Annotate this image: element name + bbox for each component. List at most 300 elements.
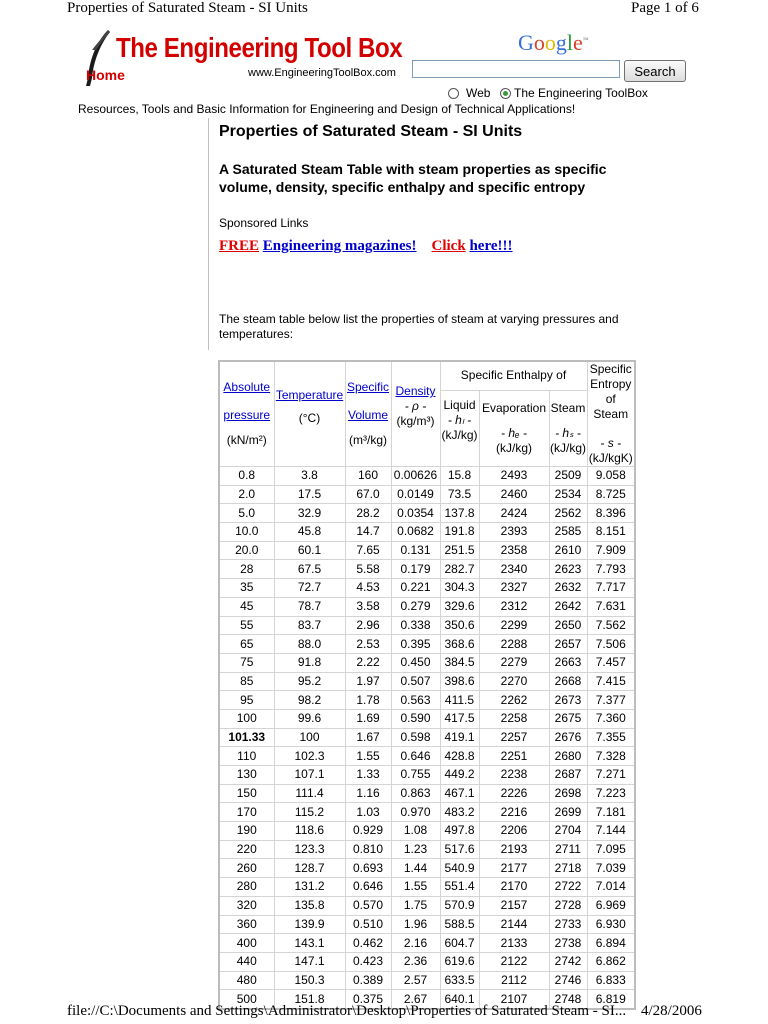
header-temperature-unit: (°C) xyxy=(298,410,321,425)
cell-entropy: 7.223 xyxy=(587,784,635,803)
cell-steam: 2711 xyxy=(549,840,587,859)
cell-temperature: 17.5 xyxy=(274,485,345,504)
cell-temperature: 107.1 xyxy=(274,766,345,785)
home-link[interactable]: Home xyxy=(86,67,125,83)
cell-volume: 1.97 xyxy=(345,672,391,691)
cell-evaporation: 2393 xyxy=(479,523,549,542)
cell-liquid: 483.2 xyxy=(440,803,479,822)
cell-entropy: 6.930 xyxy=(587,915,635,934)
header-density-link[interactable]: Density xyxy=(395,384,436,398)
radio-engineering-toolbox[interactable] xyxy=(500,88,511,99)
cell-density: 0.221 xyxy=(391,579,440,598)
cell-liquid: 633.5 xyxy=(440,971,479,990)
header-temperature xyxy=(274,361,345,467)
cell-temperature: 32.9 xyxy=(274,504,345,523)
cell-temperature: 60.1 xyxy=(274,541,345,560)
cell-density: 0.00626 xyxy=(391,467,440,486)
cell-liquid: 449.2 xyxy=(440,766,479,785)
cell-volume: 4.53 xyxy=(345,579,391,598)
cell-pressure: 85 xyxy=(219,672,274,691)
header-evaporation-label: Evaporation xyxy=(481,400,547,415)
header-density-unit: (kg/m³) xyxy=(396,414,435,428)
cell-evaporation: 2170 xyxy=(479,878,549,897)
cell-pressure: 20.0 xyxy=(219,541,274,560)
table-row xyxy=(219,504,635,523)
cell-evaporation: 2206 xyxy=(479,822,549,841)
cell-density: 0.863 xyxy=(391,784,440,803)
cell-density: 1.08 xyxy=(391,822,440,841)
header-entropy-symbol: - s - xyxy=(600,436,622,450)
cell-pressure: 55 xyxy=(219,616,274,635)
page-subtitle: A Saturated Steam Table with steam properties as specific volume, density, specific enthalpy and specific entropy xyxy=(219,161,607,195)
cell-density: 2.67 xyxy=(391,990,440,1009)
cell-steam: 2509 xyxy=(549,467,587,486)
cell-volume: 1.78 xyxy=(345,691,391,710)
cell-liquid: 517.6 xyxy=(440,840,479,859)
cell-temperature: 139.9 xyxy=(274,915,345,934)
table-row xyxy=(219,747,635,766)
cell-entropy: 6.819 xyxy=(587,990,635,1009)
table-row xyxy=(219,878,635,897)
cell-steam: 2657 xyxy=(549,635,587,654)
cell-liquid: 419.1 xyxy=(440,728,479,747)
cell-steam: 2534 xyxy=(549,485,587,504)
cell-pressure: 75 xyxy=(219,653,274,672)
cell-volume: 1.16 xyxy=(345,784,391,803)
cell-density: 0.0682 xyxy=(391,523,440,542)
cell-volume: 1.55 xyxy=(345,747,391,766)
cell-steam: 2699 xyxy=(549,803,587,822)
cell-steam: 2676 xyxy=(549,728,587,747)
radio-web[interactable] xyxy=(448,88,459,99)
cell-liquid: 570.9 xyxy=(440,896,479,915)
header-evaporation-unit: (kJ/kg) xyxy=(496,440,532,455)
cell-entropy: 7.377 xyxy=(587,691,635,710)
radio-engineering-toolbox-label: The Engineering ToolBox xyxy=(514,86,648,100)
header-density-symbol: - ρ - xyxy=(404,399,427,413)
cell-evaporation: 2257 xyxy=(479,728,549,747)
cell-temperature: 131.2 xyxy=(274,878,345,897)
cell-steam: 2704 xyxy=(549,822,587,841)
header-entropy-line2: Entropy xyxy=(590,377,632,391)
cell-liquid: 619.6 xyxy=(440,952,479,971)
cell-density: 1.96 xyxy=(391,915,440,934)
cell-volume: 0.510 xyxy=(345,915,391,934)
cell-volume: 14.7 xyxy=(345,523,391,542)
cell-temperature: 91.8 xyxy=(274,653,345,672)
radio-web-label: Web xyxy=(466,86,491,100)
cell-steam: 2673 xyxy=(549,691,587,710)
cell-pressure: 440 xyxy=(219,952,274,971)
cell-volume: 67.0 xyxy=(345,485,391,504)
sponsored-links-label: Sponsored Links xyxy=(219,216,309,230)
cell-steam: 2610 xyxy=(549,541,587,560)
header-pressure-link-2[interactable]: pressure xyxy=(223,408,271,422)
table-row xyxy=(219,803,635,822)
cell-volume: 5.58 xyxy=(345,560,391,579)
cell-pressure: 280 xyxy=(219,878,274,897)
site-tagline: Resources, Tools and Basic Information for Engineering and Design of Technical Applications! xyxy=(78,102,576,116)
header-density xyxy=(391,361,440,467)
cell-temperature: 67.5 xyxy=(274,560,345,579)
table-row xyxy=(219,672,635,691)
cell-liquid: 251.5 xyxy=(440,541,479,560)
cell-entropy: 7.144 xyxy=(587,822,635,841)
cell-entropy: 6.833 xyxy=(587,971,635,990)
header-entropy-line3: of Steam xyxy=(593,392,629,421)
cell-steam: 2698 xyxy=(549,784,587,803)
ad-click-link[interactable]: Click xyxy=(431,238,466,254)
cell-pressure: 65 xyxy=(219,635,274,654)
header-enthalpy-group: Specific Enthalpy of xyxy=(440,361,587,390)
cell-temperature: 150.3 xyxy=(274,971,345,990)
table-row xyxy=(219,616,635,635)
header-evaporation xyxy=(479,390,549,466)
search-input[interactable] xyxy=(412,60,620,78)
search-button[interactable]: Search xyxy=(624,60,686,82)
cell-density: 0.0354 xyxy=(391,504,440,523)
table-row xyxy=(219,541,635,560)
cell-density: 0.590 xyxy=(391,709,440,728)
cell-density: 1.23 xyxy=(391,840,440,859)
cell-steam: 2642 xyxy=(549,597,587,616)
cell-density: 0.755 xyxy=(391,766,440,785)
cell-entropy: 7.328 xyxy=(587,747,635,766)
cell-volume: 160 xyxy=(345,467,391,486)
header-steam-unit: (kJ/kg) xyxy=(550,440,586,455)
intro-paragraph: The steam table below list the properties of steam at varying pressures and temperatures: xyxy=(219,312,619,341)
cell-temperature: 78.7 xyxy=(274,597,345,616)
cell-evaporation: 2133 xyxy=(479,934,549,953)
cell-temperature: 128.7 xyxy=(274,859,345,878)
google-logo: Google™ xyxy=(518,30,589,55)
cell-entropy: 7.793 xyxy=(587,560,635,579)
cell-steam: 2650 xyxy=(549,616,587,635)
table-row xyxy=(219,691,635,710)
ad-banner xyxy=(219,238,512,255)
table-row xyxy=(219,934,635,953)
header-evaporation-symbol: - hₑ - xyxy=(501,425,527,440)
header-liquid-unit: (kJ/kg) xyxy=(441,428,478,443)
cell-entropy: 9.058 xyxy=(587,467,635,486)
cell-volume: 0.929 xyxy=(345,822,391,841)
cell-temperature: 98.2 xyxy=(274,691,345,710)
cell-density: 0.563 xyxy=(391,691,440,710)
cell-temperature: 135.8 xyxy=(274,896,345,915)
header-liquid-symbol: - hₗ - xyxy=(447,413,472,428)
cell-entropy: 7.909 xyxy=(587,541,635,560)
cell-temperature: 111.4 xyxy=(274,784,345,803)
cell-steam: 2687 xyxy=(549,766,587,785)
table-row xyxy=(219,728,635,747)
cell-evaporation: 2312 xyxy=(479,597,549,616)
cell-liquid: 137.8 xyxy=(440,504,479,523)
cell-volume: 0.810 xyxy=(345,840,391,859)
cell-evaporation: 2279 xyxy=(479,653,549,672)
cell-pressure: 2.0 xyxy=(219,485,274,504)
header-volume-link-1[interactable]: Specific xyxy=(346,380,390,394)
header-pressure-unit: (kN/m²) xyxy=(226,433,267,447)
header-volume-link-2[interactable]: Volume xyxy=(347,408,389,422)
cell-steam: 2733 xyxy=(549,915,587,934)
cell-temperature: 88.0 xyxy=(274,635,345,654)
cell-evaporation: 2327 xyxy=(479,579,549,598)
table-row xyxy=(219,523,635,542)
header-temperature-link[interactable]: Temperature xyxy=(275,387,344,402)
cell-steam: 2585 xyxy=(549,523,587,542)
header-liquid xyxy=(440,390,479,466)
cell-liquid: 398.6 xyxy=(440,672,479,691)
cell-liquid: 368.6 xyxy=(440,635,479,654)
cell-entropy: 7.360 xyxy=(587,709,635,728)
cell-pressure: 0.8 xyxy=(219,467,274,486)
cell-liquid: 73.5 xyxy=(440,485,479,504)
cell-volume: 0.375 xyxy=(345,990,391,1009)
cell-steam: 2680 xyxy=(549,747,587,766)
cell-entropy: 7.717 xyxy=(587,579,635,598)
cell-evaporation: 2177 xyxy=(479,859,549,878)
header-entropy-unit: (kJ/kgK) xyxy=(588,451,633,465)
cell-temperature: 72.7 xyxy=(274,579,345,598)
cell-density: 0.338 xyxy=(391,616,440,635)
cell-steam: 2728 xyxy=(549,896,587,915)
cell-steam: 2738 xyxy=(549,934,587,953)
site-logo-title: The Engineering Tool Box xyxy=(116,32,403,63)
cell-entropy: 6.862 xyxy=(587,952,635,971)
cell-entropy: 7.271 xyxy=(587,766,635,785)
cell-liquid: 588.5 xyxy=(440,915,479,934)
cell-temperature: 100 xyxy=(274,728,345,747)
cell-pressure: 110 xyxy=(219,747,274,766)
cell-steam: 2623 xyxy=(549,560,587,579)
header-liquid-label: Liquid xyxy=(443,398,476,413)
cell-pressure: 28 xyxy=(219,560,274,579)
cell-volume: 0.389 xyxy=(345,971,391,990)
header-entropy xyxy=(587,361,635,467)
cell-volume: 0.693 xyxy=(345,859,391,878)
cell-liquid: 497.8 xyxy=(440,822,479,841)
cell-pressure: 400 xyxy=(219,934,274,953)
cell-volume: 0.646 xyxy=(345,878,391,897)
print-footer-path: file://C:\Documents and Settings\Administrator\Desktop\Properties of Saturated Steam - SI... xyxy=(67,1003,627,1019)
cell-evaporation: 2493 xyxy=(479,467,549,486)
cell-pressure: 360 xyxy=(219,915,274,934)
cell-volume: 2.96 xyxy=(345,616,391,635)
cell-temperature: 143.1 xyxy=(274,934,345,953)
cell-pressure: 480 xyxy=(219,971,274,990)
header-volume-unit: (m³/kg) xyxy=(349,433,387,447)
steam-table-body xyxy=(219,467,635,1009)
cell-density: 1.44 xyxy=(391,859,440,878)
cell-liquid: 350.6 xyxy=(440,616,479,635)
cell-density: 0.970 xyxy=(391,803,440,822)
cell-density: 1.55 xyxy=(391,878,440,897)
cell-density: 0.279 xyxy=(391,597,440,616)
cell-entropy: 7.355 xyxy=(587,728,635,747)
cell-volume: 0.423 xyxy=(345,952,391,971)
cell-volume: 7.65 xyxy=(345,541,391,560)
cell-density: 2.16 xyxy=(391,934,440,953)
page-title: Properties of Saturated Steam - SI Units xyxy=(219,123,523,140)
cell-evaporation: 2258 xyxy=(479,709,549,728)
cell-pressure: 5.0 xyxy=(219,504,274,523)
cell-evaporation: 2157 xyxy=(479,896,549,915)
table-row xyxy=(219,485,635,504)
cell-volume: 28.2 xyxy=(345,504,391,523)
steam-table xyxy=(218,360,636,1010)
cell-evaporation: 2340 xyxy=(479,560,549,579)
cell-evaporation: 2358 xyxy=(479,541,549,560)
cell-evaporation: 2262 xyxy=(479,691,549,710)
cell-temperature: 102.3 xyxy=(274,747,345,766)
print-footer-date: 4/28/2006 xyxy=(641,1003,702,1019)
table-row xyxy=(219,653,635,672)
cell-density: 0.450 xyxy=(391,653,440,672)
header-steam xyxy=(549,390,587,466)
cell-volume: 1.69 xyxy=(345,709,391,728)
cell-entropy: 7.014 xyxy=(587,878,635,897)
table-row xyxy=(219,597,635,616)
cell-temperature: 115.2 xyxy=(274,803,345,822)
header-steam-label: Steam xyxy=(550,400,586,415)
cell-entropy: 7.506 xyxy=(587,635,635,654)
cell-evaporation: 2193 xyxy=(479,840,549,859)
table-row xyxy=(219,579,635,598)
cell-volume: 0.570 xyxy=(345,896,391,915)
table-row xyxy=(219,915,635,934)
cell-pressure: 260 xyxy=(219,859,274,878)
cell-entropy: 7.181 xyxy=(587,803,635,822)
cell-entropy: 6.894 xyxy=(587,934,635,953)
table-row xyxy=(219,766,635,785)
cell-liquid: 282.7 xyxy=(440,560,479,579)
cell-evaporation: 2251 xyxy=(479,747,549,766)
cell-liquid: 411.5 xyxy=(440,691,479,710)
cell-entropy: 8.396 xyxy=(587,504,635,523)
cell-steam: 2632 xyxy=(549,579,587,598)
cell-liquid: 467.1 xyxy=(440,784,479,803)
ad-here-link[interactable]: here!!! xyxy=(469,238,513,254)
cell-evaporation: 2460 xyxy=(479,485,549,504)
cell-volume: 3.58 xyxy=(345,597,391,616)
cell-liquid: 551.4 xyxy=(440,878,479,897)
cell-volume: 1.03 xyxy=(345,803,391,822)
cell-entropy: 8.151 xyxy=(587,523,635,542)
table-row xyxy=(219,709,635,728)
cell-evaporation: 2226 xyxy=(479,784,549,803)
cell-temperature: 151.8 xyxy=(274,990,345,1009)
cell-density: 0.507 xyxy=(391,672,440,691)
cell-temperature: 99.6 xyxy=(274,709,345,728)
cell-liquid: 428.8 xyxy=(440,747,479,766)
cell-steam: 2742 xyxy=(549,952,587,971)
cell-steam: 2668 xyxy=(549,672,587,691)
cell-density: 0.131 xyxy=(391,541,440,560)
cell-density: 2.36 xyxy=(391,952,440,971)
header-pressure xyxy=(219,361,274,467)
cell-temperature: 45.8 xyxy=(274,523,345,542)
cell-evaporation: 2107 xyxy=(479,990,549,1009)
cell-liquid: 329.6 xyxy=(440,597,479,616)
cell-evaporation: 2112 xyxy=(479,971,549,990)
cell-steam: 2663 xyxy=(549,653,587,672)
cell-volume: 2.53 xyxy=(345,635,391,654)
cell-pressure: 190 xyxy=(219,822,274,841)
ad-free-link[interactable]: FREE xyxy=(219,238,260,254)
print-page-number: Page 1 of 6 xyxy=(631,0,699,16)
table-row xyxy=(219,560,635,579)
table-row xyxy=(219,822,635,841)
cell-entropy: 7.562 xyxy=(587,616,635,635)
table-row xyxy=(219,971,635,990)
cell-volume: 0.462 xyxy=(345,934,391,953)
cell-density: 0.0149 xyxy=(391,485,440,504)
header-volume xyxy=(345,361,391,467)
header-entropy-line1: Specific xyxy=(589,362,632,376)
table-row xyxy=(219,896,635,915)
cell-pressure: 320 xyxy=(219,896,274,915)
cell-evaporation: 2288 xyxy=(479,635,549,654)
cell-evaporation: 2424 xyxy=(479,504,549,523)
cell-evaporation: 2270 xyxy=(479,672,549,691)
cell-evaporation: 2122 xyxy=(479,952,549,971)
cell-pressure: 170 xyxy=(219,803,274,822)
cell-entropy: 7.415 xyxy=(587,672,635,691)
header-pressure-link-1[interactable]: Absolute xyxy=(223,380,271,394)
cell-pressure: 101.33 xyxy=(219,728,274,747)
cell-evaporation: 2238 xyxy=(479,766,549,785)
cell-entropy: 7.457 xyxy=(587,653,635,672)
cell-steam: 2718 xyxy=(549,859,587,878)
cell-temperature: 3.8 xyxy=(274,467,345,486)
cell-temperature: 118.6 xyxy=(274,822,345,841)
cell-entropy: 7.631 xyxy=(587,597,635,616)
cell-entropy: 6.969 xyxy=(587,896,635,915)
cell-liquid: 640.1 xyxy=(440,990,479,1009)
cell-entropy: 7.095 xyxy=(587,840,635,859)
cell-liquid: 304.3 xyxy=(440,579,479,598)
site-url: www.EngineeringToolBox.com xyxy=(248,67,396,79)
cell-steam: 2562 xyxy=(549,504,587,523)
cell-pressure: 45 xyxy=(219,597,274,616)
cell-liquid: 15.8 xyxy=(440,467,479,486)
cell-liquid: 417.5 xyxy=(440,709,479,728)
cell-entropy: 7.039 xyxy=(587,859,635,878)
cell-temperature: 147.1 xyxy=(274,952,345,971)
cell-pressure: 130 xyxy=(219,766,274,785)
cell-pressure: 150 xyxy=(219,784,274,803)
table-row xyxy=(219,952,635,971)
cell-density: 2.57 xyxy=(391,971,440,990)
cell-steam: 2746 xyxy=(549,971,587,990)
print-header-title: Properties of Saturated Steam - SI Units xyxy=(67,0,308,16)
table-row xyxy=(219,467,635,486)
cell-pressure: 35 xyxy=(219,579,274,598)
cell-steam: 2675 xyxy=(549,709,587,728)
cell-volume: 1.33 xyxy=(345,766,391,785)
table-row xyxy=(219,859,635,878)
cell-pressure: 100 xyxy=(219,709,274,728)
table-row xyxy=(219,784,635,803)
cell-temperature: 83.7 xyxy=(274,616,345,635)
cell-density: 1.75 xyxy=(391,896,440,915)
cell-steam: 2748 xyxy=(549,990,587,1009)
cell-evaporation: 2299 xyxy=(479,616,549,635)
ad-magazines-link[interactable]: Engineering magazines! xyxy=(262,238,417,254)
cell-volume: 2.22 xyxy=(345,653,391,672)
table-row xyxy=(219,840,635,859)
cell-density: 0.395 xyxy=(391,635,440,654)
